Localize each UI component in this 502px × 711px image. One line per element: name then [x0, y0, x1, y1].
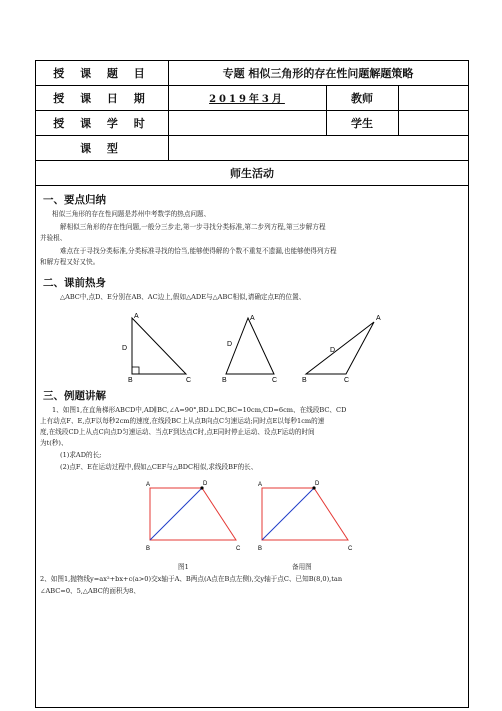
section3-p4: 为t(秒)、 [40, 439, 68, 447]
fig2-label-b: B [258, 546, 263, 552]
fig2-label-c: C [348, 546, 353, 552]
row-hours [36, 110, 468, 136]
hours-label: 授 课 学 时 [53, 116, 151, 130]
date-value: 2019年3月 [209, 94, 285, 105]
tri1-label-b: B [128, 377, 133, 382]
section3-title: 三、例题讲解 [43, 390, 106, 402]
tri2-label-c: C [272, 377, 278, 382]
type-label: 课 型 [80, 141, 124, 155]
section3-p2: 上有动点F、E,点F以每秒2cm的速度,在线段BC上从点B向点C匀速运动;同时点E以每秒1cm的速 [40, 417, 325, 425]
section1-p3b: 和解方程又好又快。 [40, 258, 100, 266]
tri3-label-b: B [302, 377, 307, 382]
fig2-label-a: A [258, 482, 263, 488]
tri2-label-a: A [250, 315, 255, 322]
triangle-figure-1 [116, 310, 196, 382]
section3-p6: ∠ABC=0、5,△ABC的面积为8、 [40, 587, 140, 595]
triangle-figure-3 [296, 310, 396, 382]
section3-q2: (2)点F、E在运动过程中,假如△CEF与△BDC相似,求线段BF的长、 [60, 463, 258, 471]
trapezoid-figure-backup [252, 478, 364, 556]
tri1-label-c: C [186, 377, 192, 382]
tri3-label-a: A [376, 315, 381, 322]
fig1-label-c: C [236, 546, 241, 552]
tri1-label-d: D [122, 345, 128, 352]
row-date [36, 85, 468, 111]
section3-q1: (1)求AD的长; [60, 451, 102, 459]
lesson-plan-table [35, 60, 469, 708]
row-activity [36, 160, 468, 186]
fig2-label-d: D [315, 481, 320, 487]
trapezoid-figure-1 [140, 478, 252, 556]
caption-backup: 备用图 [292, 563, 312, 571]
fig1-label-a: A [146, 482, 151, 488]
caption-figure-1: 图1 [178, 563, 189, 571]
tri2-label-b: B [222, 377, 227, 382]
tri3-label-c: C [344, 377, 350, 382]
triangle-figure-2 [216, 310, 292, 382]
body-area [36, 186, 468, 707]
fig1-label-b: B [146, 546, 151, 552]
topic-value: 专题 相似三角形的存在性问题解题策略 [222, 67, 414, 80]
section2-p1: △ABC中,点D、E分别在AB、AC边上,假如△ADE与△ABC相似,请确定点E的位置、 [60, 293, 306, 301]
section2-title: 二、课前热身 [43, 277, 106, 289]
tri1-label-a: A [134, 313, 139, 320]
teacher-value [398, 85, 468, 110]
row-type [36, 135, 468, 161]
section3-p3: 度,在线段CD上从点C向点D匀速运动、当点F到达点C时,点E同时停止运动、设点F运动的时间 [40, 428, 315, 436]
section1-p1: 相似三角形的存在性问题是苏州中考数学的热点问题、 [52, 210, 211, 218]
date-label: 授 课 日 期 [53, 91, 151, 105]
section3-p1: 1、如图1,在直角梯形ABCD中,AD∥BC,∠A=90°,BD⊥DC,BC=10cm,CD=6cm、在线段BC、CD [52, 406, 347, 414]
tri2-label-d: D [227, 341, 233, 348]
teacher-label: 教师 [351, 91, 373, 105]
tri3-label-d: D [330, 347, 336, 354]
section1-p2: 解相似三角形的存在性问题,一般分三步走,第一步寻找分类标准,第二步列方程,第三步解方程 [60, 223, 326, 231]
topic-label: 授 课 题 目 [53, 67, 151, 80]
section1-title: 一、要点归纳 [43, 194, 106, 206]
row-topic [36, 61, 468, 86]
student-label: 学生 [351, 116, 373, 130]
section3-p5: 2、如图1,抛物线y=ax²+bx+c(a>0)交x轴于A、B两点(A点在B点左侧),交y轴于点C、已知B(8,0),tan [40, 575, 343, 583]
activity-title: 师生活动 [230, 166, 274, 180]
fig1-label-d: D [203, 481, 208, 487]
section1-p2b: 并验根、 [40, 234, 67, 242]
section1-p3: 难点在于寻找分类标准,分类标准寻找的恰当,能够使得解的个数不重复不遗漏,也能够使得列方程 [60, 247, 337, 255]
